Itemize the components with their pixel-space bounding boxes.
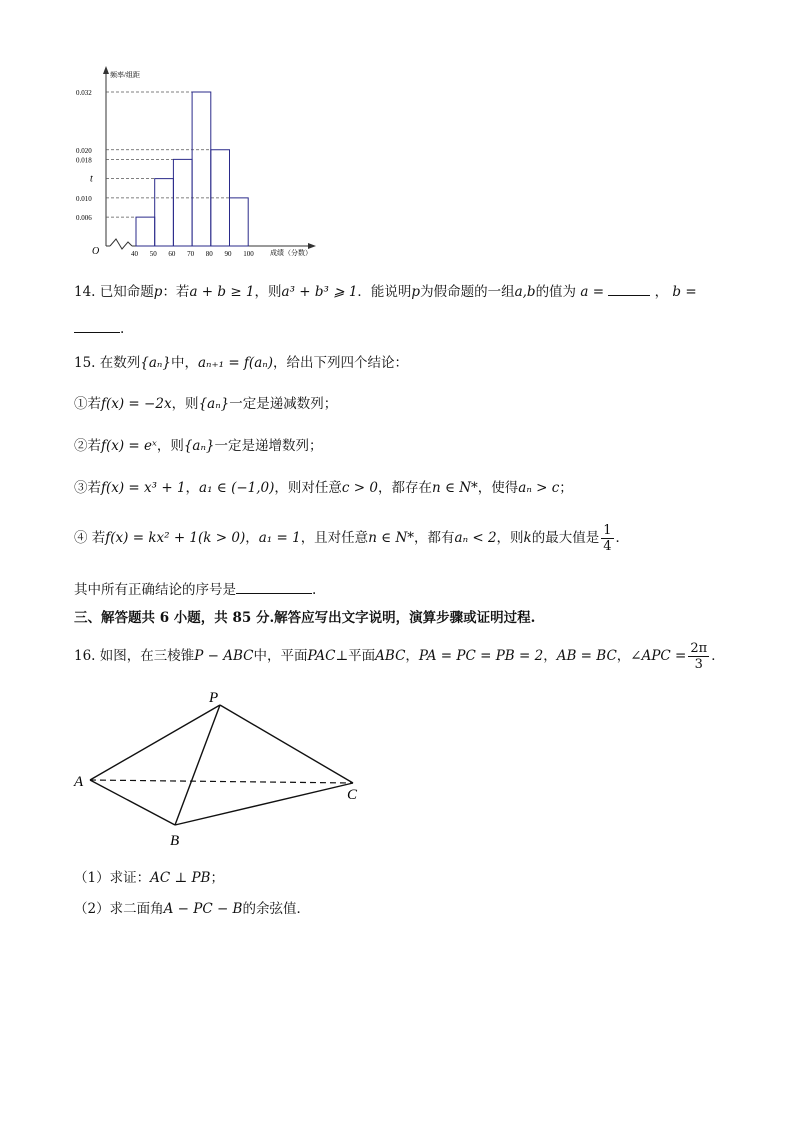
edge-PA bbox=[90, 705, 220, 780]
bar-50-60 bbox=[155, 179, 174, 246]
x-tick-label: 50 bbox=[149, 250, 157, 258]
y-tick-label: t bbox=[90, 173, 93, 185]
question-14-line1: 14. 已知命题p：若a + b ≥ 1，则a³ + b³ ⩾ 1．能说明p为假命题的一组a,b的值为 a = ， b = bbox=[74, 281, 697, 301]
vertex-label-B: B bbox=[170, 833, 180, 849]
bar-40-50 bbox=[136, 217, 155, 246]
vertex-label-A: A bbox=[74, 774, 84, 790]
y-axis-label: 频率/组距 bbox=[110, 71, 140, 79]
question-16-stem: 16. 如图，在三棱锥P − ABC中，平面PAC⊥平面ABC，PA = PC = PB = 2，AB = BC，∠APC = $\frac{2\pi}{3}$ ． bbox=[74, 641, 725, 672]
q15-final-prompt: 其中所有正确结论的序号是 . bbox=[74, 579, 316, 599]
q15-conclusion-3: ③若f(x) = x³ + 1，a₁ ∈ (−1,0)，则对任意c > 0，都存在n ∈ N*，使得aₙ > c； bbox=[74, 480, 573, 496]
q15-conclusion-1: ①若f(x) = −2x，则{aₙ}一定是递减数列； bbox=[74, 396, 338, 412]
q14-answer-b-blank[interactable] bbox=[74, 318, 120, 333]
q16-part-2: （2）求二面角A − PC − B的余弦值． bbox=[74, 901, 310, 917]
q14-number: 14. bbox=[74, 284, 96, 300]
q15-number: 15. bbox=[74, 355, 96, 371]
pyramid-figure bbox=[70, 685, 370, 850]
question-14-line2: . bbox=[74, 318, 124, 338]
edge-PC bbox=[220, 705, 353, 783]
y-tick-label: 0.020 bbox=[76, 146, 92, 155]
x-axis-break bbox=[110, 239, 132, 249]
vertex-label-P: P bbox=[209, 690, 219, 706]
q15-conclusion-2: ②若f(x) = eˣ，则{aₙ}一定是递增数列； bbox=[74, 438, 323, 454]
frequency-histogram bbox=[70, 64, 330, 264]
x-tick-label: 60 bbox=[168, 250, 176, 258]
vertex-label-C: C bbox=[347, 787, 358, 803]
bar-70-80 bbox=[192, 92, 211, 246]
y-tick-label: 0.006 bbox=[76, 214, 92, 223]
section-3-heading: 三、解答题共 6 小题，共 85 分.解答应写出文字说明，演算步骤或证明过程. bbox=[74, 610, 536, 626]
x-tick-label: 40 bbox=[131, 250, 138, 258]
bar-60-70 bbox=[173, 159, 192, 246]
x-tick-label: 80 bbox=[205, 250, 213, 258]
q16-number: 16. bbox=[74, 648, 96, 664]
q14-answer-a-blank[interactable] bbox=[608, 281, 650, 296]
q15-answer-blank[interactable] bbox=[236, 579, 312, 594]
y-tick-label: 0.032 bbox=[76, 89, 92, 97]
edge-AB bbox=[90, 780, 175, 825]
edge-BC bbox=[175, 783, 353, 825]
fraction-two-pi-over-three: $\frac{2\pi}{3}$ bbox=[690, 641, 708, 672]
fraction-one-quarter: $\frac{1}{4}$ bbox=[603, 523, 612, 554]
x-tick-label: 90 bbox=[224, 250, 232, 258]
q15-conclusion-4: ④ 若f(x) = kx² + 1(k > 0)，a₁ = 1，且对任意n ∈ N*，都有aₙ < 2，则k的最大值是 $\frac{1}{4}$ ． bbox=[74, 523, 630, 554]
origin-label: O bbox=[92, 246, 100, 257]
bar-90-100 bbox=[230, 198, 249, 246]
x-tick-label: 70 bbox=[187, 250, 195, 258]
question-15-intro: 15. 在数列{aₙ}中，aₙ₊₁ = f(aₙ)，给出下列四个结论： bbox=[74, 355, 408, 371]
q16-part-1: （1）求证：AC ⊥ PB； bbox=[74, 870, 224, 886]
x-tick-label: 100 bbox=[243, 250, 254, 258]
edge-PB bbox=[175, 705, 220, 825]
x-axis-label: 成绩（分数） bbox=[270, 249, 312, 257]
y-tick-label: 0.018 bbox=[76, 156, 92, 165]
y-tick-label: 0.010 bbox=[76, 194, 92, 203]
y-axis-arrow bbox=[103, 66, 109, 74]
edge-AC-hidden bbox=[90, 780, 353, 783]
